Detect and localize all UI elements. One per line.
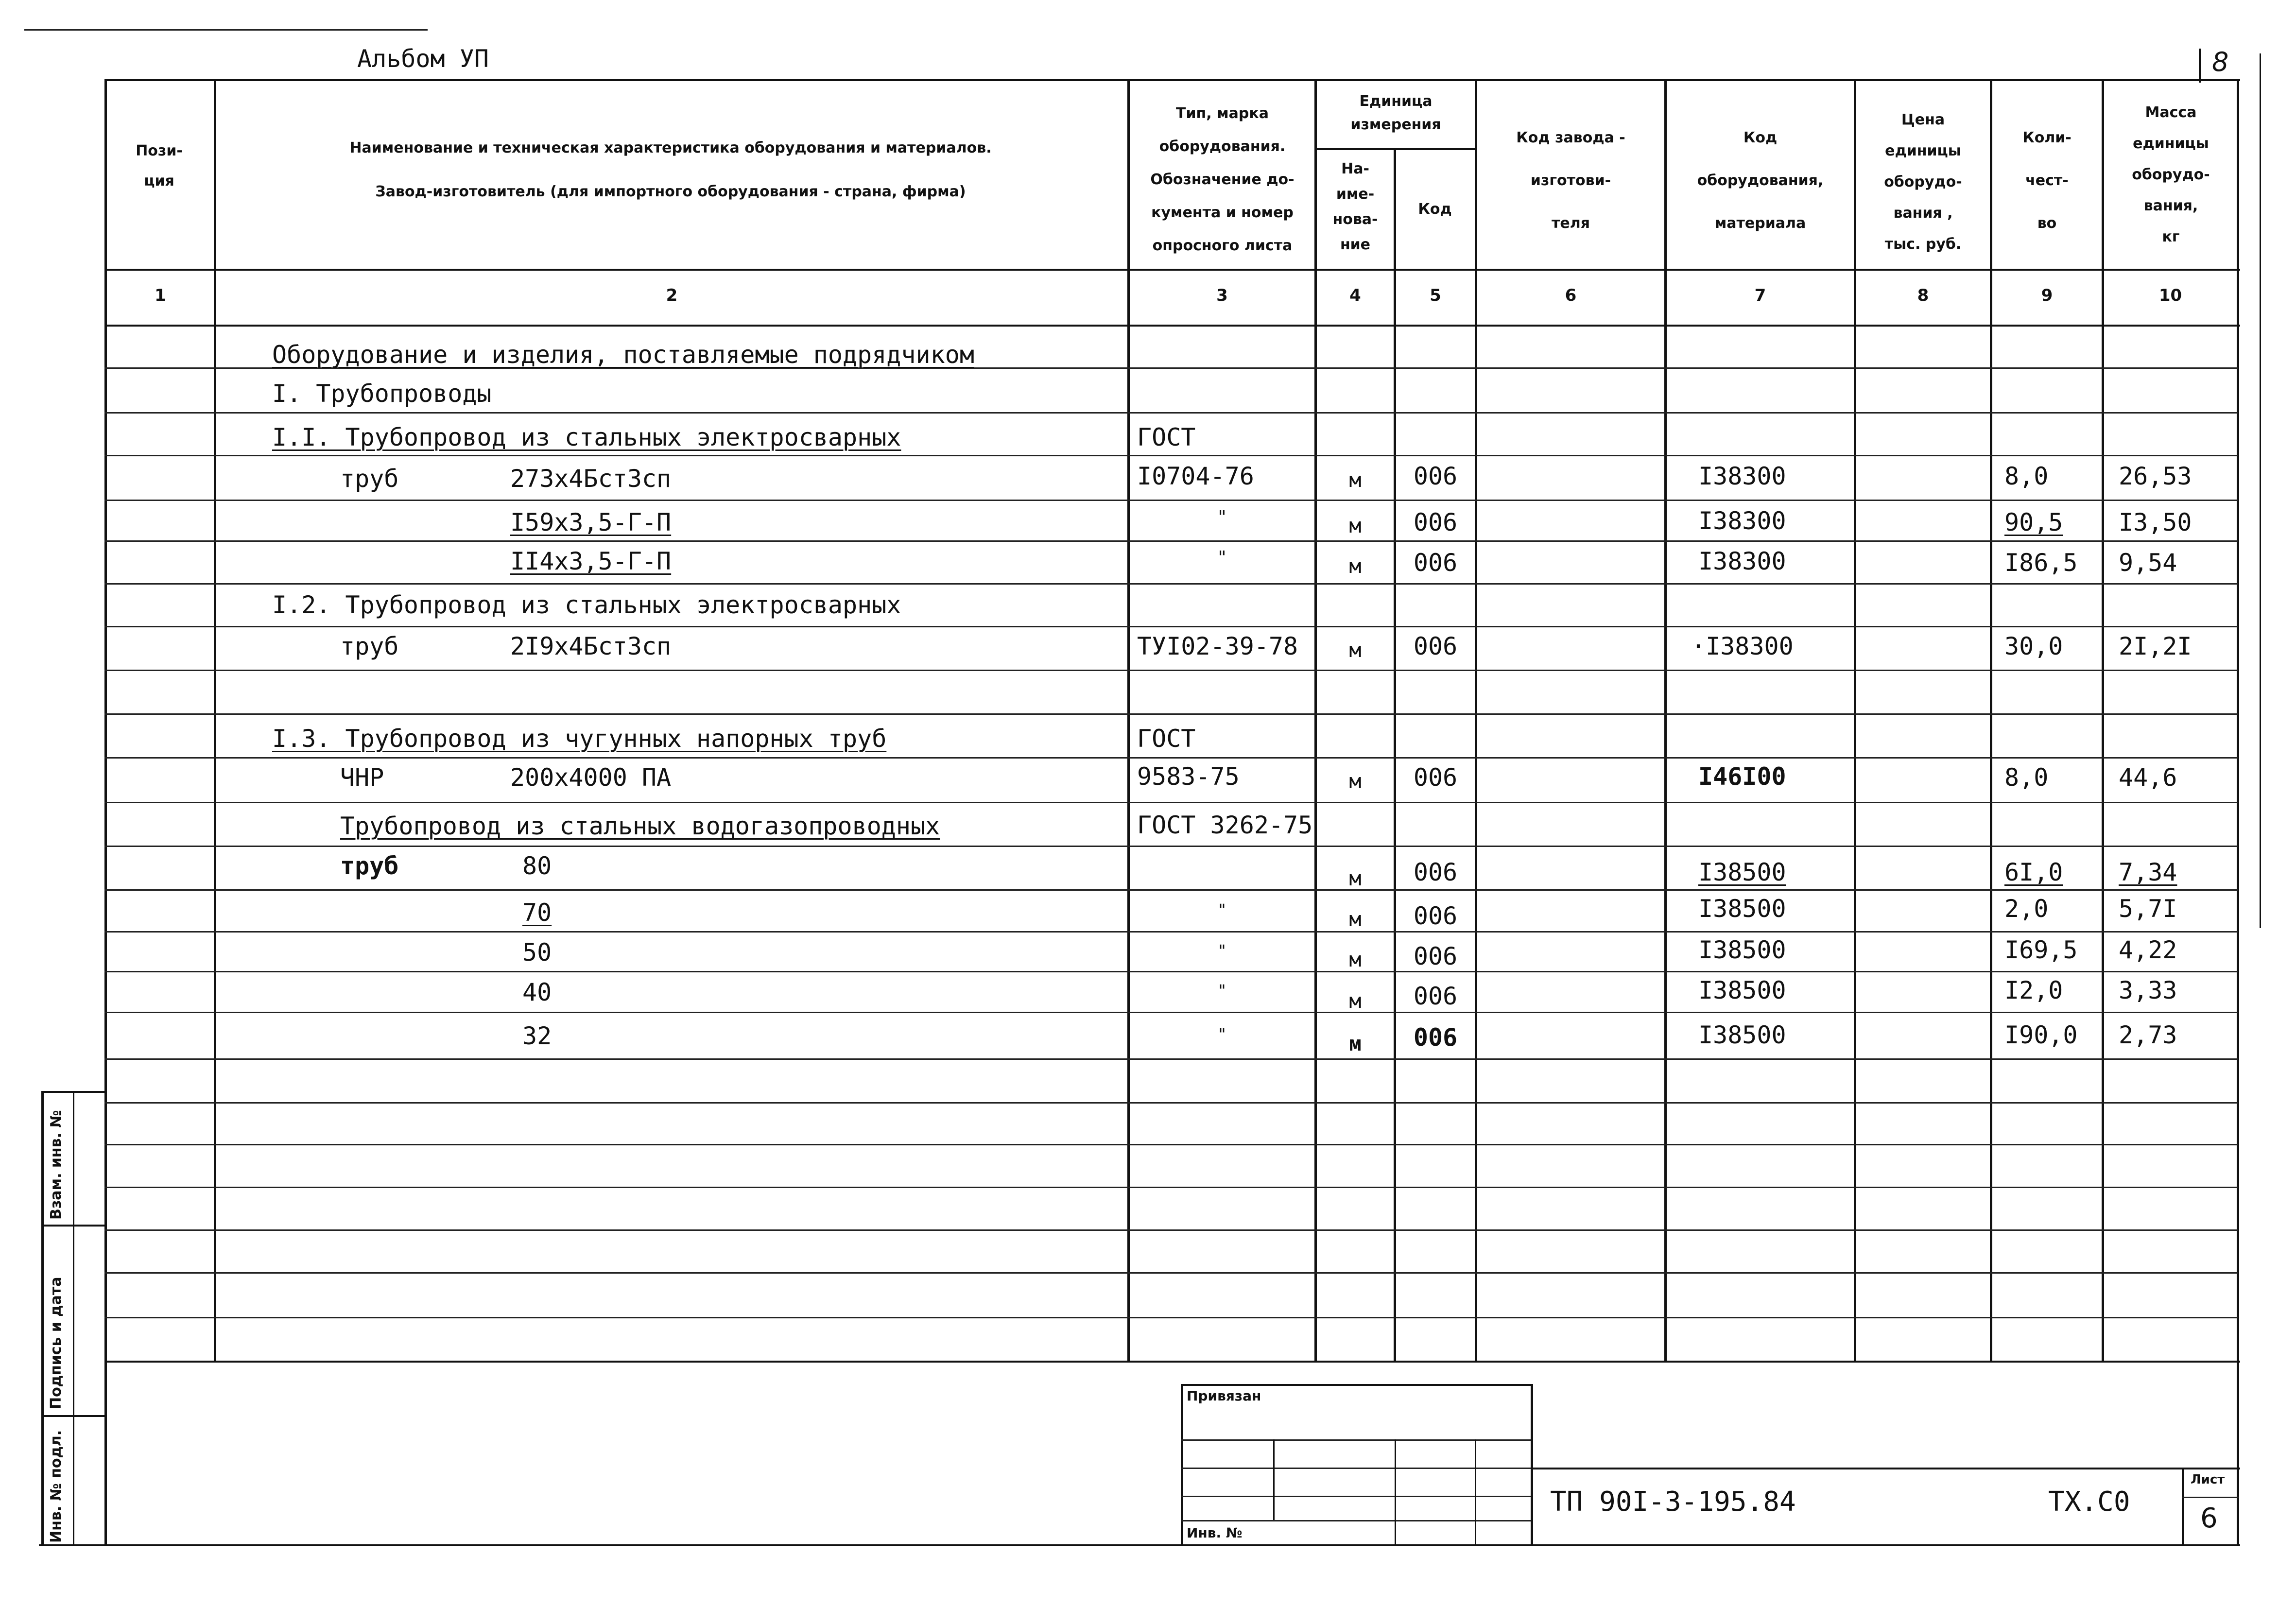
row-14-doc: ": [1217, 941, 1227, 960]
row-line: [104, 757, 2238, 759]
row-15-mass: 3,33: [2119, 976, 2177, 1004]
row-3-doc: I0704-76: [1137, 462, 1254, 490]
row-line: [104, 1317, 2238, 1318]
row-2-name: I.I. Трубопровод из стальных электросварных: [272, 423, 901, 451]
row-14-code: 006: [1413, 942, 1458, 970]
header-col-3-line-4: кумента и номер: [1151, 204, 1294, 221]
row-3-unit: м: [1349, 468, 1362, 492]
row-4-unit: м: [1349, 514, 1362, 537]
row-7-sub: труб: [340, 632, 399, 660]
row-5-qty: I86,5: [2004, 549, 2078, 577]
stamp-col-2: [1395, 1439, 1396, 1546]
col-line-1: [214, 79, 216, 1362]
row-0-name: Оборудование и изделия, поставляемые подрядчиком: [272, 341, 974, 369]
row-line: [104, 1012, 2238, 1013]
row-4-spec: I59х3,5-Г-П: [510, 508, 672, 536]
row-7-doc: ТУI02-39-78: [1137, 632, 1298, 660]
header-col-5-line-1: Код: [1418, 201, 1452, 218]
header-col-10: [2104, 97, 2238, 253]
stamp-left: [1181, 1384, 1183, 1546]
row-line: [104, 1187, 2238, 1188]
header-col-7-line-2: оборудования,: [1697, 172, 1824, 189]
row-line: [104, 1229, 2238, 1231]
row-2-doc: ГОСТ: [1137, 423, 1196, 451]
row-10-sub: ЧНР: [340, 763, 384, 792]
header-col-9: [1992, 117, 2102, 245]
header-col-6: [1477, 117, 1664, 245]
row-5-mat: I38300: [1698, 547, 1786, 575]
row-6-name: I.2. Трубопровод из стальных электросварных: [272, 591, 901, 619]
col-line-6: [1664, 79, 1667, 1362]
row-15-spec: 40: [522, 978, 552, 1006]
row-12-sub: труб: [340, 852, 399, 880]
stamp-inv-no: Инв. №: [1187, 1525, 1243, 1541]
row-5-unit: м: [1349, 554, 1362, 578]
row-16-unit: м: [1349, 1032, 1362, 1055]
colnum-bottom-border: [104, 325, 2240, 327]
row-12-unit: м: [1349, 866, 1362, 890]
col-line-10: [2237, 79, 2239, 1546]
row-13-qty: 2,0: [2004, 895, 2049, 923]
row-9-doc: ГОСТ: [1137, 725, 1196, 753]
row-12-mat: I38500: [1698, 858, 1786, 886]
header-col-9-line-2: чест-: [2025, 172, 2069, 189]
row-line: [104, 583, 2238, 585]
corner-box-left: [2199, 49, 2201, 83]
col-line-2: [1127, 79, 1130, 1362]
row-4-mat: I38300: [1698, 507, 1786, 535]
row-line: [104, 500, 2238, 501]
colnum-7: 7: [1754, 286, 1766, 305]
row-line: [104, 971, 2238, 972]
row-5-mass: 9,54: [2119, 549, 2177, 577]
colnum-6: 6: [1565, 286, 1577, 305]
list-box-mid: [2182, 1497, 2239, 1498]
list-number: 6: [2200, 1503, 2218, 1534]
header-col-2: [219, 126, 1122, 214]
header-col-9-line-3: во: [2037, 215, 2057, 232]
row-10-code: 006: [1413, 763, 1458, 792]
stamp-row-3: [1181, 1496, 1531, 1497]
row-1-name: I. Трубопроводы: [272, 380, 492, 408]
stamp-row-1: [1181, 1439, 1531, 1441]
row-7-spec: 2I9х4Бст3сп: [510, 632, 672, 660]
col-line-7: [1854, 79, 1856, 1362]
row-7-mass: 2I,2I: [2119, 632, 2192, 660]
row-7-mat: ·I38300: [1691, 632, 1794, 660]
colnum-5: 5: [1430, 286, 1441, 305]
col-line-8: [1990, 79, 1992, 1362]
header-unit-group: [1317, 90, 1475, 137]
header-col-1-line-1: Пози-: [136, 142, 183, 159]
row-3-spec: 273х4Бст3сп: [510, 465, 672, 493]
col-line-3: [1314, 79, 1317, 1362]
stamp-col-3: [1475, 1439, 1476, 1546]
row-13-spec: 70: [522, 899, 552, 927]
col-line-5: [1475, 79, 1477, 1362]
row-3-qty: 8,0: [2004, 462, 2049, 490]
row-7-qty: 30,0: [2004, 632, 2063, 660]
row-16-mat: I38500: [1698, 1021, 1786, 1049]
row-13-code: 006: [1413, 902, 1458, 930]
row-12-spec: 80: [522, 852, 552, 880]
row-14-mat: I38500: [1698, 936, 1786, 964]
title-block-top: [1531, 1468, 2240, 1469]
stamp-right: [1531, 1384, 1533, 1546]
row-4-doc: ": [1217, 507, 1227, 527]
colnum-3: 3: [1216, 286, 1228, 305]
row-16-qty: I90,0: [2004, 1021, 2078, 1049]
side-strip-inner: [73, 1091, 74, 1546]
doc-code: ТП 90I-3-195.84: [1550, 1486, 1796, 1518]
header-col-3: [1131, 97, 1313, 262]
row-7-code: 006: [1413, 632, 1458, 660]
header-unit-line-2: измерения: [1350, 116, 1441, 133]
header-col-7-line-1: Код: [1743, 129, 1778, 146]
row-line: [104, 626, 2238, 627]
header-col-8-line-2: единицы: [1885, 142, 1961, 159]
row-12-mass: 7,34: [2119, 858, 2177, 886]
colnum-9: 9: [2041, 286, 2053, 305]
row-line: [104, 1058, 2238, 1060]
header-col-10-line-2: единицы: [2133, 135, 2209, 152]
row-line: [104, 455, 2238, 456]
header-col-8-line-4: вания ,: [1893, 205, 1953, 222]
row-14-qty: I69,5: [2004, 936, 2078, 964]
row-16-mass: 2,73: [2119, 1021, 2177, 1049]
row-line: [104, 802, 2238, 803]
top-left-line: [24, 29, 428, 31]
side-label-podpis: Подпись и дата: [48, 1277, 65, 1409]
row-13-mass: 5,7I: [2119, 895, 2177, 923]
stamp-col-1: [1273, 1439, 1275, 1520]
row-15-unit: м: [1349, 989, 1362, 1013]
header-col-6-line-2: изготови-: [1530, 172, 1611, 189]
header-col-10-line-3: оборудо-: [2132, 166, 2210, 183]
header-col-4: [1317, 156, 1394, 258]
header-unit-line-1: Единица: [1359, 93, 1433, 110]
colnum-2: 2: [666, 286, 678, 305]
row-3-mass: 26,53: [2119, 462, 2192, 490]
stamp-top: [1181, 1384, 1533, 1386]
right-margin-mark-1: [2260, 53, 2261, 928]
header-col-1: [107, 136, 211, 196]
row-line: [104, 540, 2238, 542]
header-col-8: [1856, 104, 1990, 260]
row-line: [104, 889, 2238, 891]
header-col-8-line-3: оборудо-: [1884, 173, 1962, 190]
header-col-7-line-3: материала: [1714, 215, 1806, 232]
row-3-sub: труб: [340, 465, 399, 493]
row-5-doc: ": [1217, 548, 1227, 568]
row-11-name: Трубопровод из стальных водогазопроводных: [340, 812, 940, 840]
corner-number: 8: [2212, 47, 2229, 77]
header-col-4-line-3: нова-: [1332, 211, 1378, 228]
list-box-left: [2182, 1468, 2184, 1545]
row-10-qty: 8,0: [2004, 763, 2049, 792]
row-16-doc: ": [1217, 1025, 1227, 1043]
row-line: [104, 670, 2238, 671]
stamp-row-4: [1181, 1520, 1531, 1521]
row-10-mass: 44,6: [2119, 763, 2177, 792]
stamp-privyazan: Привязан: [1187, 1388, 1261, 1404]
colnum-10: 10: [2158, 286, 2182, 305]
row-3-code: 006: [1413, 462, 1458, 490]
row-14-unit: м: [1349, 948, 1362, 971]
table-bottom-border: [104, 1361, 2240, 1363]
row-line: [104, 713, 2238, 715]
colnum-4: 4: [1349, 286, 1361, 305]
page-bottom-border: [39, 1544, 2240, 1546]
row-14-mass: 4,22: [2119, 936, 2177, 964]
header-col-3-line-3: Обозначение до-: [1150, 171, 1295, 188]
header-col-5: [1396, 194, 1474, 225]
row-15-qty: I2,0: [2004, 976, 2063, 1004]
header-col-6-line-1: Код завода -: [1516, 129, 1625, 146]
header-col-7: [1667, 117, 1854, 245]
row-10-mat: I46I00: [1698, 762, 1786, 791]
row-5-spec: II4х3,5-Г-П: [510, 547, 672, 575]
header-col-10-line-4: вания,: [2143, 197, 2198, 214]
row-line: [104, 931, 2238, 933]
header-bottom-border: [104, 269, 2240, 271]
colnum-8: 8: [1917, 286, 1929, 305]
header-col-2-line-1: Наименование и техническая характеристика оборудования и материалов.: [349, 139, 992, 156]
row-4-mass: I3,50: [2119, 508, 2192, 536]
list-label: Лист: [2191, 1472, 2225, 1487]
row-13-doc: ": [1217, 900, 1227, 919]
col-line-9: [2102, 79, 2104, 1362]
row-11-doc: ГОСТ 3262-75: [1137, 811, 1313, 839]
row-16-code: 006: [1413, 1023, 1458, 1052]
header-col-3-line-1: Тип, марка: [1176, 105, 1269, 122]
header-col-1-line-2: ция: [144, 173, 174, 190]
row-16-spec: 32: [522, 1022, 552, 1050]
row-line: [104, 412, 2238, 414]
row-10-spec: 200х4000 ПА: [510, 763, 672, 792]
header-col-4-line-2: име-: [1336, 186, 1375, 203]
side-label-vzam: Взам. инв. №: [48, 1110, 65, 1220]
header-col-3-line-2: оборудования.: [1159, 138, 1286, 155]
header-col-3-line-5: опросного листа: [1152, 237, 1293, 254]
row-9-name: I.3. Трубопровод из чугунных напорных труб: [272, 725, 887, 753]
row-12-qty: 6I,0: [2004, 858, 2063, 886]
stamp-row-2: [1181, 1468, 1531, 1469]
col-line-4: [1394, 148, 1396, 1362]
row-13-unit: м: [1349, 907, 1362, 931]
row-line: [104, 1272, 2238, 1274]
side-label-inv: Инв. № подл.: [48, 1430, 65, 1543]
header-col-10-line-5: кг: [2162, 228, 2180, 245]
header-col-9-line-1: Коли-: [2022, 129, 2072, 146]
row-13-mat: I38500: [1698, 895, 1786, 923]
header-col-2-line-2: Завод-изготовитель (для импортного оборудования - страна, фирма): [375, 183, 966, 200]
row-3-mat: I38300: [1698, 462, 1786, 490]
header-col-4-line-4: ние: [1340, 236, 1371, 253]
row-5-code: 006: [1413, 549, 1458, 577]
row-12-code: 006: [1413, 858, 1458, 886]
row-line: [104, 846, 2238, 847]
row-4-qty: 90,5: [2004, 508, 2063, 536]
colnum-1: 1: [155, 286, 166, 305]
header-col-8-line-1: Цена: [1901, 111, 1945, 128]
header-col-10-line-1: Масса: [2145, 104, 2197, 121]
row-10-unit: м: [1349, 769, 1362, 793]
row-line: [104, 1144, 2238, 1145]
row-10-doc: 9583-75: [1137, 762, 1240, 791]
row-15-mat: I38500: [1698, 976, 1786, 1004]
row-15-code: 006: [1413, 982, 1458, 1010]
row-line: [104, 1102, 2238, 1104]
row-14-spec: 50: [522, 938, 552, 967]
album-label: Альбом УП: [357, 45, 489, 73]
row-15-doc: ": [1217, 981, 1227, 1000]
header-col-6-line-3: теля: [1552, 215, 1590, 232]
sheet-code: ТХ.С0: [2048, 1486, 2130, 1518]
header-col-8-line-5: тыс. руб.: [1884, 236, 1962, 253]
table-top-border: [104, 79, 2240, 81]
row-7-unit: м: [1349, 638, 1362, 662]
side-strip-left: [41, 1091, 44, 1546]
header-col-4-line-1: На-: [1341, 160, 1369, 177]
row-4-code: 006: [1413, 508, 1458, 536]
